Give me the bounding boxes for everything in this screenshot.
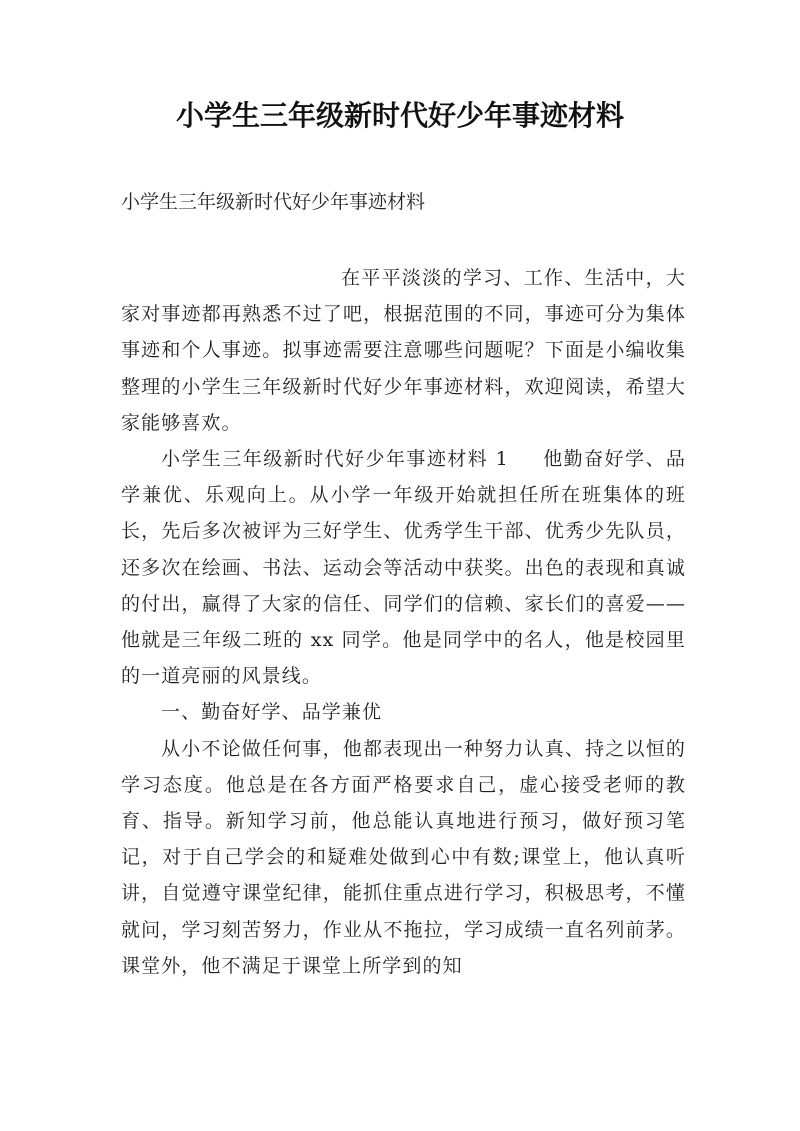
material-1-heading: 小学生三年级新时代好少年事迹材料 1: [161, 448, 509, 471]
intro-paragraph: 在平平淡淡的学习、工作、生活中，大家对事迹都再熟悉不过了吧，根据范围的不同，事迹可分为集体事迹和个人事迹。拟事迹需要注意哪些问题呢？下面是小编收集整理的小学生三年级新时代好少年事迹材料，欢迎阅读，希望大家能够喜欢。: [121, 267, 686, 434]
section-1-paragraph: 从小不论做任何事，他都表现出一种努力认真、持之以恒的学习态度。他总是在各方面严格要求自己，虚心接受老师的教育、指导。新知学习前，他总能认真地进行预习，做好预习笔记，对于自己学会的和疑难处做到心中有数;课堂上，他认真听讲，自觉遵守课堂纪律，能抓住重点进行学习，积极思考，不懂就问，学习刻苦努力，作业从不拖拉，学习成绩一直名列前茅。课堂外，他不满足于课堂上所学到的知: [121, 737, 686, 977]
material-1-body: 他勤奋好学、品学兼优、乐观向上。从小学一年级开始就担任所在班集体的班长，先后多次被评为三好学生、优秀学生干部、优秀少先队员，还多次在绘画、书法、运动会等活动中获奖。出色的表现和真诚的付出，赢得了大家的信任、同学们的信赖、家长们的喜爱——他就是三年级二班的 xx 同学。他是同学中的名人，他是校园里的一道亮丽的风景线。: [121, 448, 686, 688]
document-subtitle: 小学生三年级新时代好少年事迹材料: [121, 191, 426, 213]
document-title: 小学生三年级新时代好少年事迹材料: [175, 99, 624, 132]
material-1-paragraph: [121, 441, 686, 694]
document-body: [121, 187, 686, 984]
section-1-heading: 一、勤奋好学、品学兼优: [161, 701, 383, 724]
